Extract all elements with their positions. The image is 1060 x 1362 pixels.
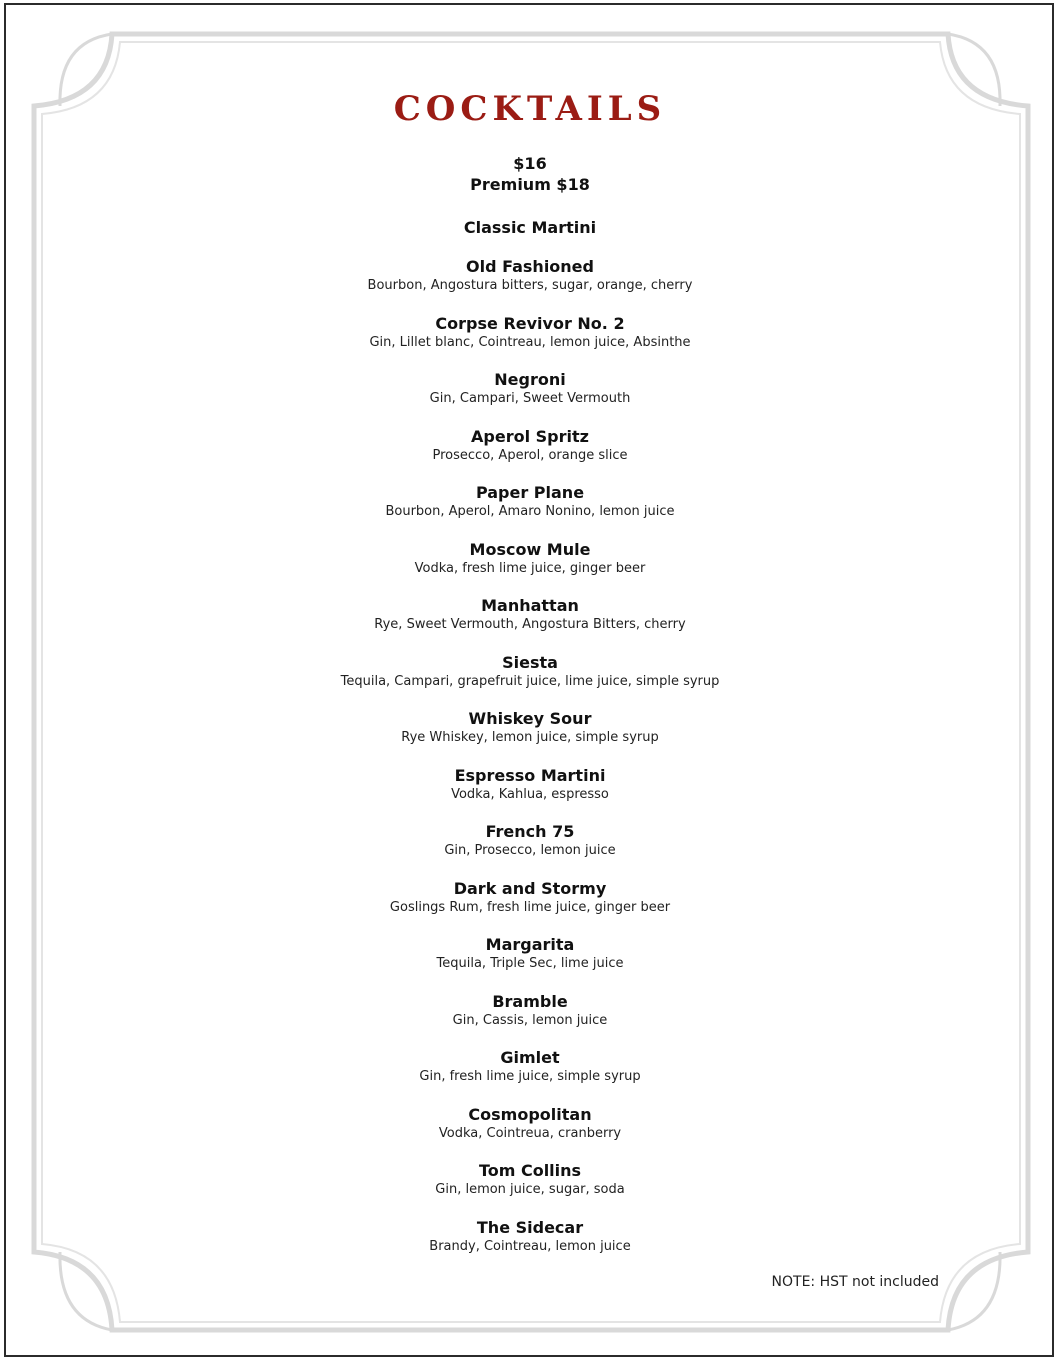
menu-item xyxy=(0,483,1060,520)
menu-item xyxy=(0,1048,1060,1085)
item-name: Margarita xyxy=(485,935,575,954)
item-name: French 75 xyxy=(485,822,575,841)
price-premium: Premium $18 xyxy=(470,175,590,194)
item-description: Goslings Rum, fresh lime juice, ginger beer xyxy=(389,900,671,915)
item-name: Tom Collins xyxy=(478,1161,582,1180)
item-description: Vodka, fresh lime juice, ginger beer xyxy=(414,561,646,576)
price-standard: $16 xyxy=(513,154,547,173)
item-name: Espresso Martini xyxy=(454,766,606,785)
item-name: Classic Martini xyxy=(463,218,597,237)
item-description: Brandy, Cointreau, lemon juice xyxy=(429,1239,631,1254)
menu-item xyxy=(0,653,1060,690)
item-description: Bourbon, Aperol, Amaro Nonino, lemon juice xyxy=(385,504,675,519)
item-name: Negroni xyxy=(494,370,566,389)
item-name: Dark and Stormy xyxy=(453,879,607,898)
menu-item xyxy=(0,370,1060,407)
menu-item xyxy=(0,766,1060,803)
menu-item xyxy=(0,257,1060,294)
menu-item xyxy=(0,1161,1060,1198)
menu-item xyxy=(0,596,1060,633)
item-description: Rye, Sweet Vermouth, Angostura Bitters, cherry xyxy=(374,617,686,632)
menu-item xyxy=(0,1105,1060,1142)
menu-item xyxy=(0,822,1060,859)
item-description: Vodka, Kahlua, espresso xyxy=(451,787,609,802)
item-name: Cosmopolitan xyxy=(468,1105,592,1124)
item-description: Rye Whiskey, lemon juice, simple syrup xyxy=(401,730,659,745)
item-name: Siesta xyxy=(502,653,558,672)
item-description: Gin, lemon juice, sugar, soda xyxy=(435,1182,625,1197)
menu-item xyxy=(0,314,1060,351)
tax-note: NOTE: HST not included xyxy=(771,1274,939,1290)
menu-item xyxy=(0,709,1060,746)
item-description: Gin, Lillet blanc, Cointreau, lemon juice, Absinthe xyxy=(369,335,691,350)
item-description: Gin, fresh lime juice, simple syrup xyxy=(419,1069,641,1084)
menu-item xyxy=(0,1218,1060,1255)
item-description: Gin, Prosecco, lemon juice xyxy=(444,843,616,858)
item-description: Tequila, Campari, grapefruit juice, lime juice, simple syrup xyxy=(340,674,720,689)
item-name: Bramble xyxy=(492,992,568,1011)
item-description: Gin, Campari, Sweet Vermouth xyxy=(429,391,631,406)
menu-item xyxy=(0,935,1060,972)
menu-title: COCKTAILS xyxy=(393,89,667,129)
item-name: Paper Plane xyxy=(475,483,585,502)
menu-item xyxy=(0,427,1060,464)
item-name: Aperol Spritz xyxy=(471,427,589,446)
item-name: Gimlet xyxy=(500,1048,560,1067)
item-description: Bourbon, Angostura bitters, sugar, orange, cherry xyxy=(367,278,693,293)
item-name: The Sidecar xyxy=(476,1218,584,1237)
item-description: Vodka, Cointreua, cranberry xyxy=(438,1126,622,1141)
item-description: Tequila, Triple Sec, lime juice xyxy=(436,956,624,971)
item-name: Moscow Mule xyxy=(469,540,591,559)
item-name: Manhattan xyxy=(481,596,579,615)
menu-item xyxy=(0,879,1060,916)
item-description: Prosecco, Aperol, orange slice xyxy=(432,448,628,463)
menu-item xyxy=(0,218,1060,238)
item-name: Whiskey Sour xyxy=(468,709,592,728)
item-description: Gin, Cassis, lemon juice xyxy=(452,1013,608,1028)
item-name: Old Fashioned xyxy=(466,257,594,276)
menu-item xyxy=(0,992,1060,1029)
item-name: Corpse Revivor No. 2 xyxy=(435,314,625,333)
menu-item xyxy=(0,540,1060,577)
